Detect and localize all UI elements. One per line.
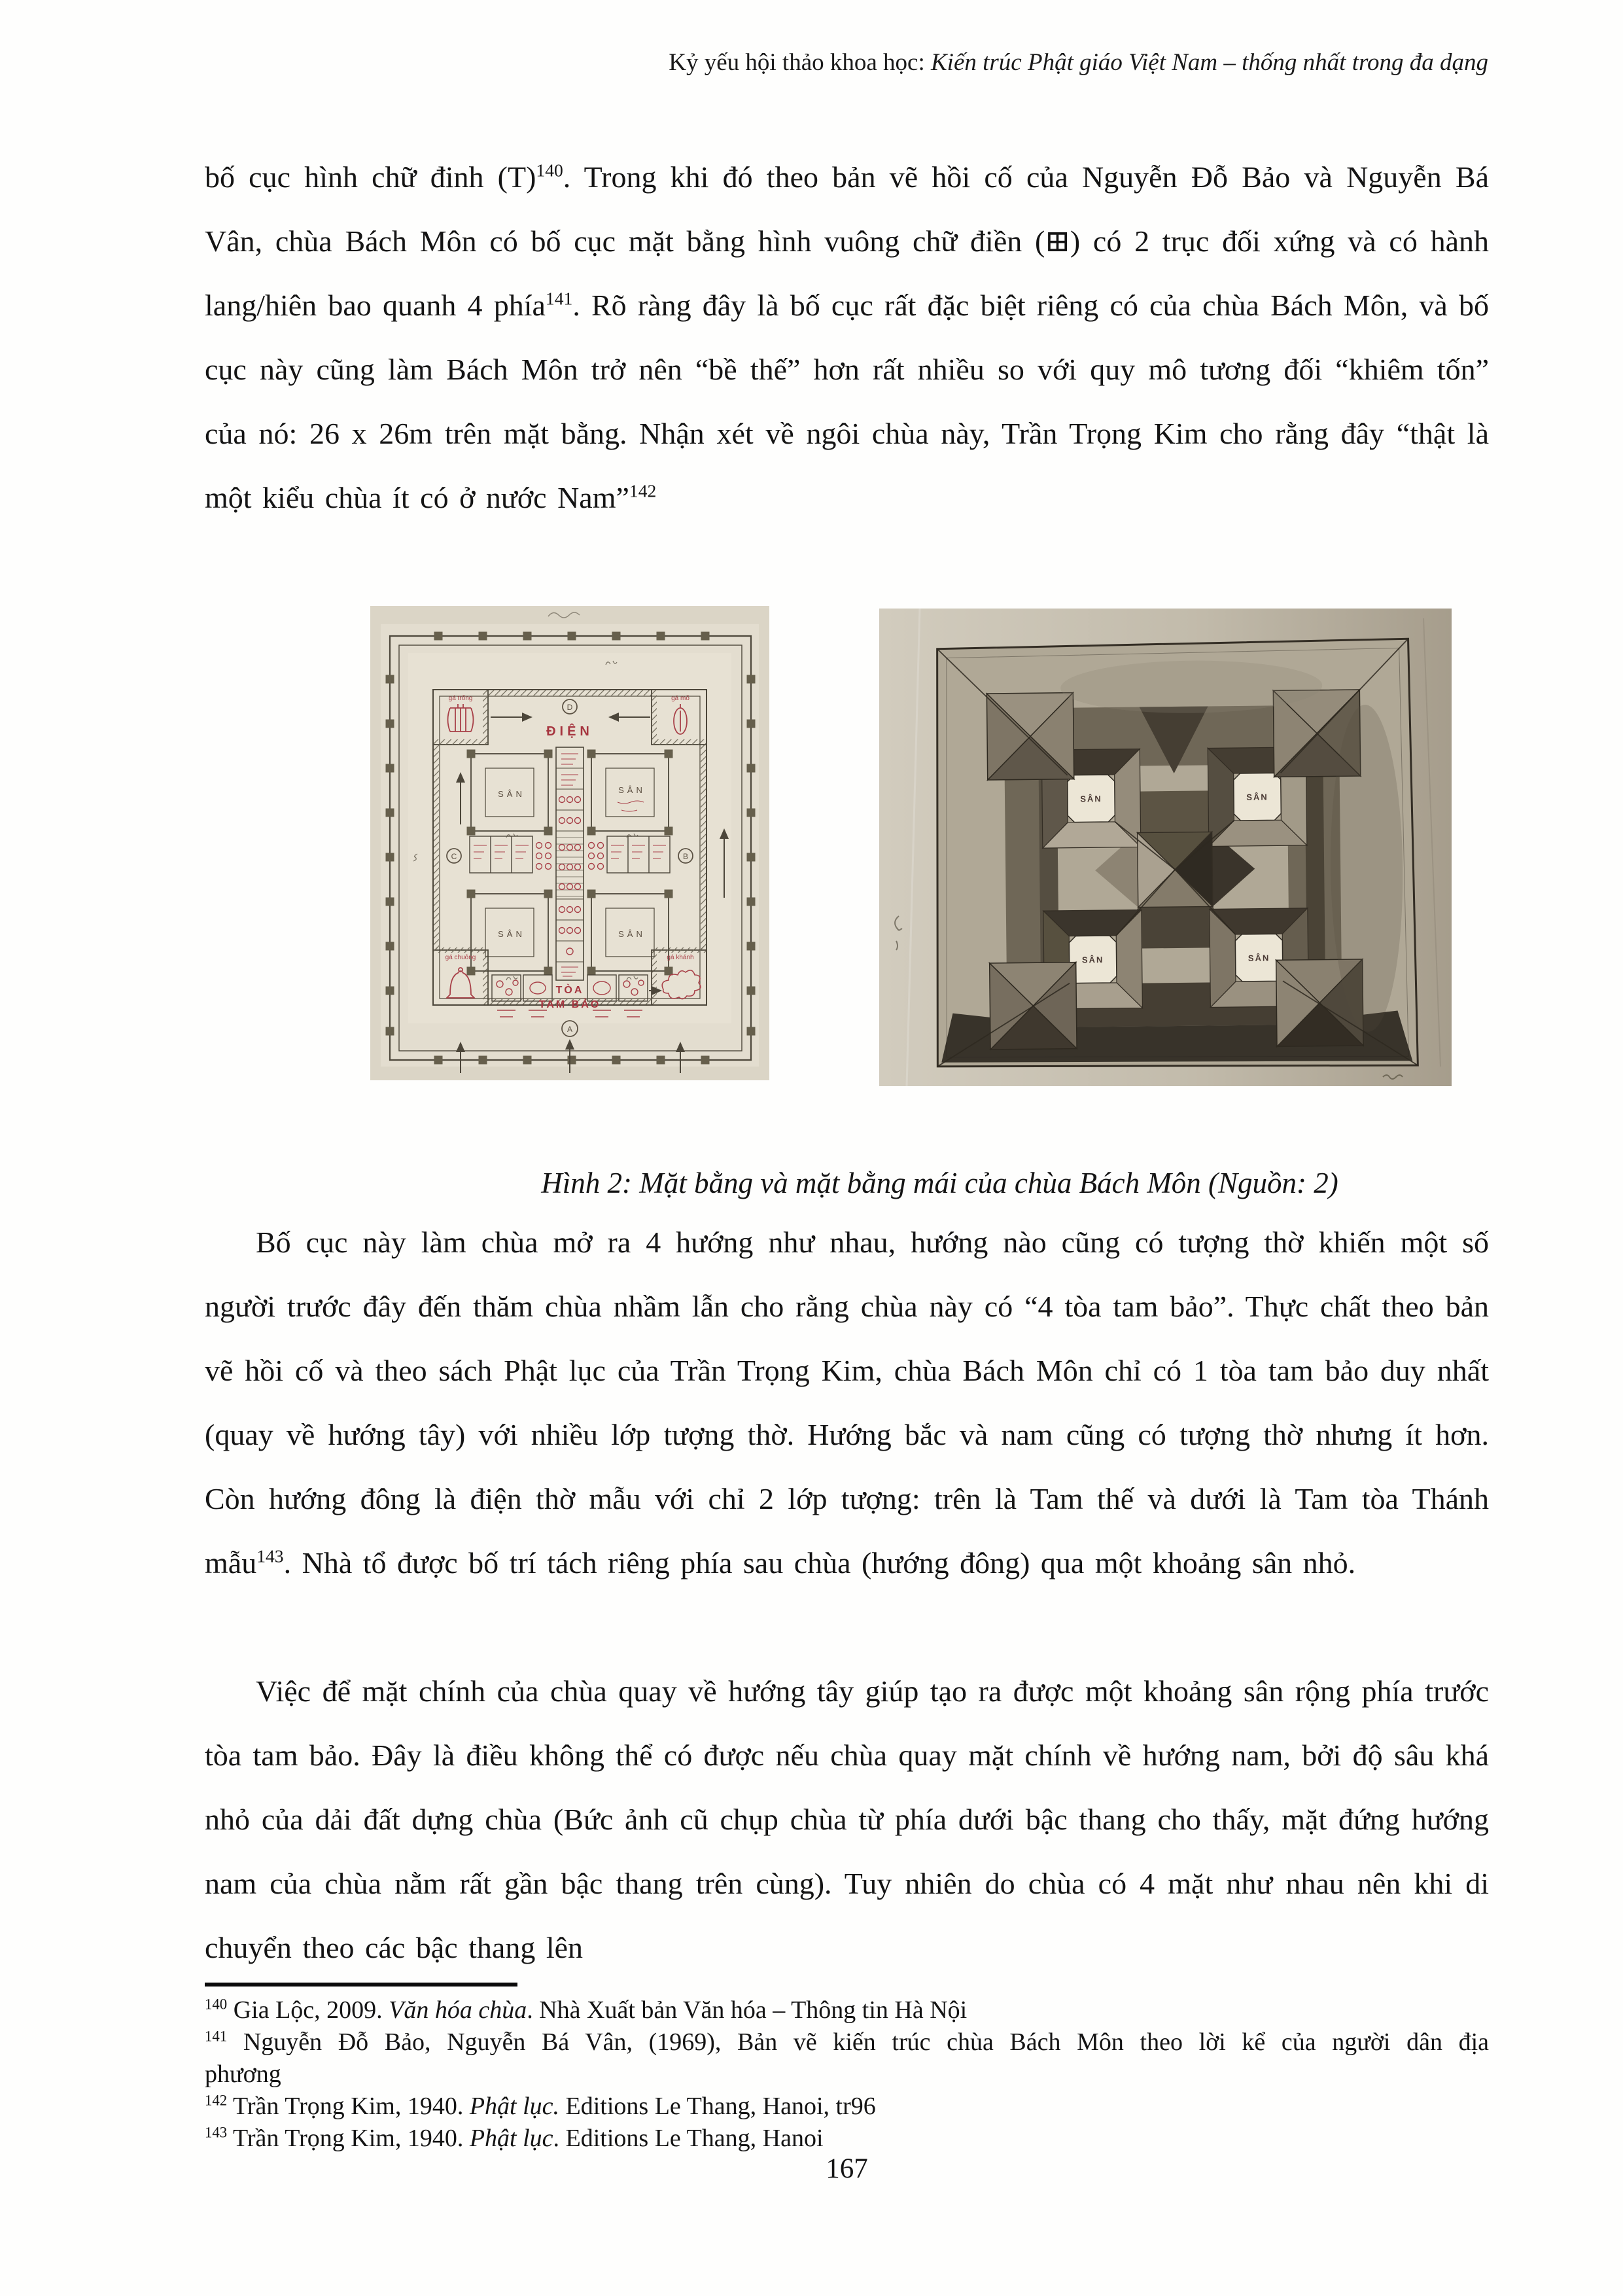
footnote-number: 143 [205,2124,228,2141]
header-title: Kiến trúc Phật giáo Việt Nam – thống nhất trong đa dạng [931,49,1488,76]
p2-text: . Nhà tổ được bố trí tách riêng phía sau chùa (hướng đông) qua một khoảng sân nhỏ. [283,1546,1356,1580]
p3-text: Việc để mặt chính của chùa quay về hướng tây giúp tạo ra được một khoảng sân rộng phía trước tòa tam bảo. Đây là điều không thể có được nếu chùa quay mặt chính về hướng nam, bởi độ sâu khá nhỏ của dải đất dựng chùa (Bức ảnh cũ chụp chùa từ phía dưới bậc thang cho thấy, mặt đứng hướng nam của chùa nằm rất gần bậc thang trên cùng). Tuy nhiên do chùa có 4 mặt như nhau nên khi di chuyển theo các bậc thang lên [205,1674,1489,1964]
courtyard-label: SÂN [498,929,525,939]
footnote-141-line1: $^{141}$ Nguyễn Đỗ Bảo, Nguyễn Bá Vân, (1969), Bản vẽ kiến trúc chùa Bách Môn theo lời kể của người dân địa [205,2028,1489,2056]
running-header [205,48,1488,77]
roof-san-label: SÂN [1080,794,1102,804]
header-prefix: Kỷ yếu hội thảo khoa học: [669,49,931,76]
roof-san-label: SÂN [1246,792,1268,802]
footnote-ref-142: 142 [629,480,657,501]
toa-label: TÒA [555,985,584,996]
footnote-number: 142 [205,2092,228,2109]
footnote-143: $^{143}$ Trần Trọng Kim, 1940. Phật lục. Editions Le Thang, Hanoi [205,2124,824,2152]
axis-letter-b: B [682,852,689,861]
roof-drawing [934,639,1418,1070]
paragraph-2 [205,1210,1489,1595]
roof-san-label: SÂN [1248,953,1270,963]
footnote-142: $^{142}$ Trần Trọng Kim, 1940. Phật lục. Editions Le Thang, Hanoi, tr96 [205,2092,876,2120]
roof-plan-figure [879,609,1452,1086]
footnote-ref-143: 143 [256,1545,284,1566]
roof-san-label: SÂN [1081,955,1104,965]
courtyard-label: SÂN [618,785,646,795]
paragraph-3 [205,1659,1489,1980]
footnote-ref-141: 141 [545,288,573,309]
axis-letter-c: C [451,852,457,861]
figure-caption: Hình 2: Mặt bằng và mặt bằng mái của chùa Bách Môn (Nguồn: 2) [541,1167,1338,1199]
instrument-label: gá khánh [667,954,694,961]
instrument-label: gá chuông [445,954,476,961]
courtyard-label: SÂN [498,789,525,799]
page-number: 167 [826,2153,868,2184]
instrument-label: gá mõ [671,695,689,702]
footnote-141-line2: phương [205,2060,281,2088]
footnotes-block [205,1994,1489,2155]
p1-text: . Rõ ràng đây là bố cục rất đặc biệt riêng có của chùa Bách Môn, và bố cục này cũng làm Bách Môn trở nên “bề thế” hơn rất nhiều so với quy mô tương đối “khiêm tốn” của nó: 26 x 26m trên mặt bằng. Nhận xét về ngôi chùa này, Trần Trọng Kim cho rằng đây “thật là một kiểu chùa ít có ở nước Nam” [205,289,1489,514]
axis-letter-a: A [567,1025,573,1034]
footnote-number: 140 [205,1996,228,2013]
dien-label: ĐIỆN [546,724,593,739]
footnote-140: $^{140}$ Gia Lộc, 2009. Văn hóa chùa. Nhà Xuất bản Văn hóa – Thông tin Hà Nội [205,1996,968,2024]
paragraph-1 [205,145,1489,530]
axis-letter-d: D [567,703,573,712]
p1-text: bố cục hình chữ đinh (T) [205,160,536,194]
courtyard-label: SÂN [618,929,646,939]
tam-bao-label: TAM BẢO [538,999,601,1010]
footnote-divider [205,1983,517,1987]
footnote-ref-140: 140 [536,160,563,181]
floor-plan-figure [370,606,769,1080]
p2-text: Bố cục này làm chùa mở ra 4 hướng như nhau, hướng nào cũng có tượng thờ khiến một số người trước đây đến thăm chùa nhầm lẫn cho rằng chùa này có “4 tòa tam bảo”. Thực chất theo bản vẽ hồi cố và theo sách Phật lục của Trần Trọng Kim, chùa Bách Môn chỉ có 1 tòa tam bảo duy nhất (quay về hướng tây) với nhiều lớp tượng thờ. Hướng bắc và nam cũng có tượng thờ nhưng ít hơn. Còn hướng đông là điện thờ mẫu với chỉ 2 lớp tượng: trên là Tam thế và dưới là Tam tòa Thánh mẫu [205,1226,1489,1580]
footnote-number: 141 [205,2028,228,2045]
instrument-label: gá trống [448,695,473,702]
p1-text: . Trong khi đó theo bản vẽ hồi cố của Nguyễn Đỗ Bảo và Nguyễn Bá Vân, chùa Bách Môn có bố cục mặt bằng hình vuông chữ điền (⊞) có 2 trục đối xứng và có hành lang/hiên bao quanh 4 phía [205,160,1489,322]
